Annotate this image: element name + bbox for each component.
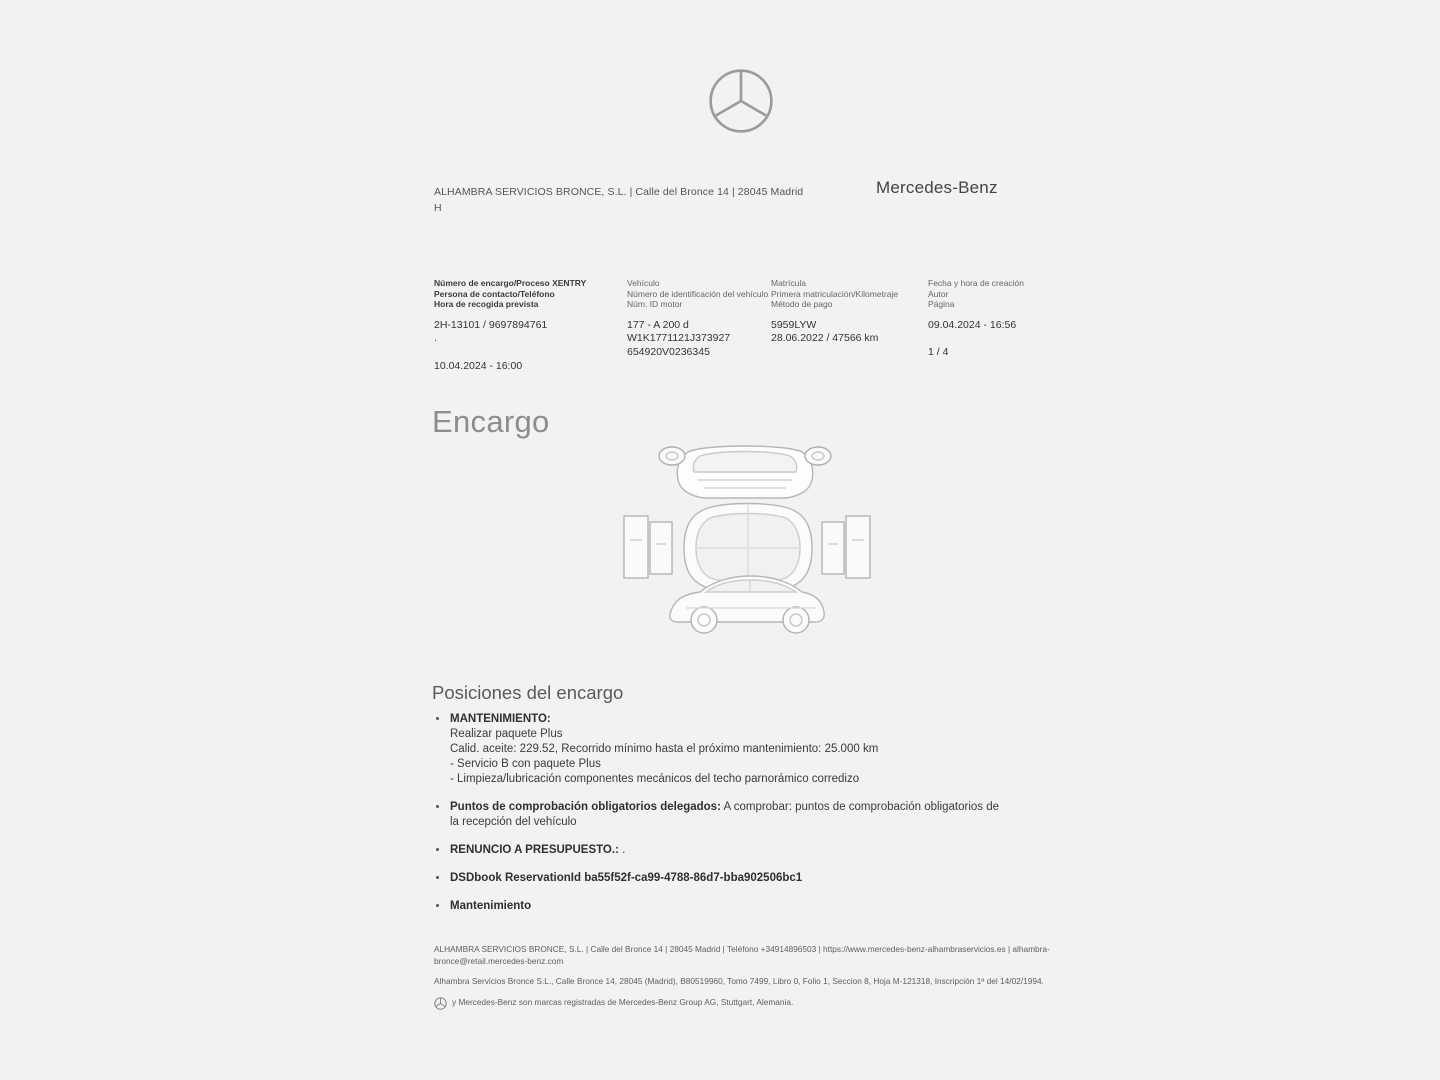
meta-label: Fecha y hora de creación bbox=[928, 278, 1024, 288]
item-inline-text: . bbox=[618, 844, 626, 856]
list-item bbox=[434, 843, 1004, 858]
meta-label: Número de identificación del vehículo bbox=[627, 288, 769, 299]
meta-label: Matrícula bbox=[771, 278, 806, 288]
bullet-icon bbox=[436, 717, 439, 720]
list-item bbox=[434, 871, 1004, 886]
item-line: Calid. aceite: 229.52, Recorrido mínimo hasta el próximo mantenimiento: 25.000 km bbox=[450, 743, 879, 755]
mercedes-star-icon bbox=[434, 997, 447, 1010]
meta-value: . bbox=[434, 332, 437, 345]
meta-column-registration bbox=[771, 278, 926, 346]
mercedes-star-icon bbox=[708, 68, 774, 134]
item-inline-text: A comprobar: puntos de comprobación obligatorios de la recepción del vehículo bbox=[450, 801, 1000, 828]
meta-column-vehicle bbox=[627, 278, 767, 360]
item-line: - Limpieza/lubricación componentes mecánicos del techo parnorámico corredizo bbox=[450, 773, 860, 785]
meta-value-spacer bbox=[928, 332, 1058, 346]
dealer-address-line-2: H bbox=[434, 202, 442, 214]
bullet-icon bbox=[436, 904, 439, 907]
bullet-icon bbox=[436, 805, 439, 808]
meta-label: Número de encargo/Proceso XENTRY bbox=[434, 278, 587, 288]
brand-wordmark: Mercedes-Benz bbox=[876, 178, 998, 197]
footer-contact-line: ALHAMBRA SERVICIOS BRONCE, S.L. | Calle del Bronce 14 | 28045 Madrid | Teléfono +34914896503 | https://www.mercedes-benz-alhambraservicios.es | alhambra-bronce@retail.mercedes-benz.com bbox=[434, 944, 1050, 966]
meta-label: Página bbox=[928, 299, 955, 310]
page-title: Encargo bbox=[432, 404, 550, 439]
footer-legal-row bbox=[434, 997, 1054, 1010]
meta-value: 2H-13101 / 9697894761 bbox=[434, 318, 548, 331]
list-item bbox=[434, 899, 1004, 914]
item-head: RENUNCIO A PRESUPUESTO.: bbox=[450, 844, 619, 856]
meta-value: 5959LYW bbox=[771, 318, 817, 331]
bullet-icon bbox=[436, 848, 439, 851]
meta-label: Método de pago bbox=[771, 299, 833, 310]
meta-value-page: 1 / 4 bbox=[928, 345, 949, 358]
positions-section-title: Posiciones del encargo bbox=[432, 682, 624, 703]
meta-value: 10.04.2024 - 16:00 bbox=[434, 359, 523, 372]
meta-value: 177 - A 200 d bbox=[627, 318, 689, 331]
meta-value-spacer bbox=[434, 346, 619, 360]
meta-value: 09.04.2024 - 16:56 bbox=[928, 318, 1017, 331]
meta-value: 654920V0236345 bbox=[627, 345, 710, 358]
dealer-address-line: ALHAMBRA SERVICIOS BRONCE, S.L. | Calle del Bronce 14 | 28045 Madrid bbox=[434, 186, 804, 198]
meta-label: Hora de recogida prevista bbox=[434, 299, 539, 310]
meta-column-creation bbox=[928, 278, 1058, 360]
item-head: DSDbook ReservationId ba55f52f-ca99-4788-86d7-bba902506bc1 bbox=[450, 872, 803, 884]
footer-registry-line: Alhambra Servicios Bronce S.L., Calle Bronce 14, 28045 (Madrid), B80519960, Tomo 7499, Libro 0, Folio 1, Seccion 8, Hoja M-121318, Inscripción 1ª del 14/02/1994. bbox=[434, 976, 1044, 987]
meta-value: W1K1771121J373927 bbox=[627, 332, 731, 345]
meta-label: Autor bbox=[928, 288, 949, 299]
meta-label: Vehículo bbox=[627, 278, 660, 288]
list-item bbox=[434, 712, 1004, 787]
item-head: Puntos de comprobación obligatorios delegados: bbox=[450, 801, 721, 813]
meta-label: Persona de contacto/Teléfono bbox=[434, 288, 555, 299]
meta-column-order bbox=[434, 278, 619, 373]
meta-label: Primera matriculación/Kilometraje bbox=[771, 288, 899, 299]
footer-legal-text: y Mercedes-Benz son marcas registradas de Mercedes-Benz Group AG, Stuttgart, Alemania. bbox=[452, 997, 794, 1008]
item-line: Realizar paquete Plus bbox=[450, 728, 563, 740]
bullet-icon bbox=[436, 876, 439, 879]
item-line: - Servicio B con paquete Plus bbox=[450, 758, 601, 770]
meta-label: Núm. ID motor bbox=[627, 299, 683, 310]
vehicle-diagram bbox=[600, 440, 890, 640]
item-head: Mantenimiento bbox=[450, 900, 532, 912]
meta-value: 28.06.2022 / 47566 km bbox=[771, 332, 879, 345]
document-footer bbox=[434, 944, 1054, 1010]
item-head: MANTENIMIENTO: bbox=[450, 713, 551, 725]
positions-list bbox=[434, 712, 1004, 927]
list-item bbox=[434, 800, 1004, 830]
